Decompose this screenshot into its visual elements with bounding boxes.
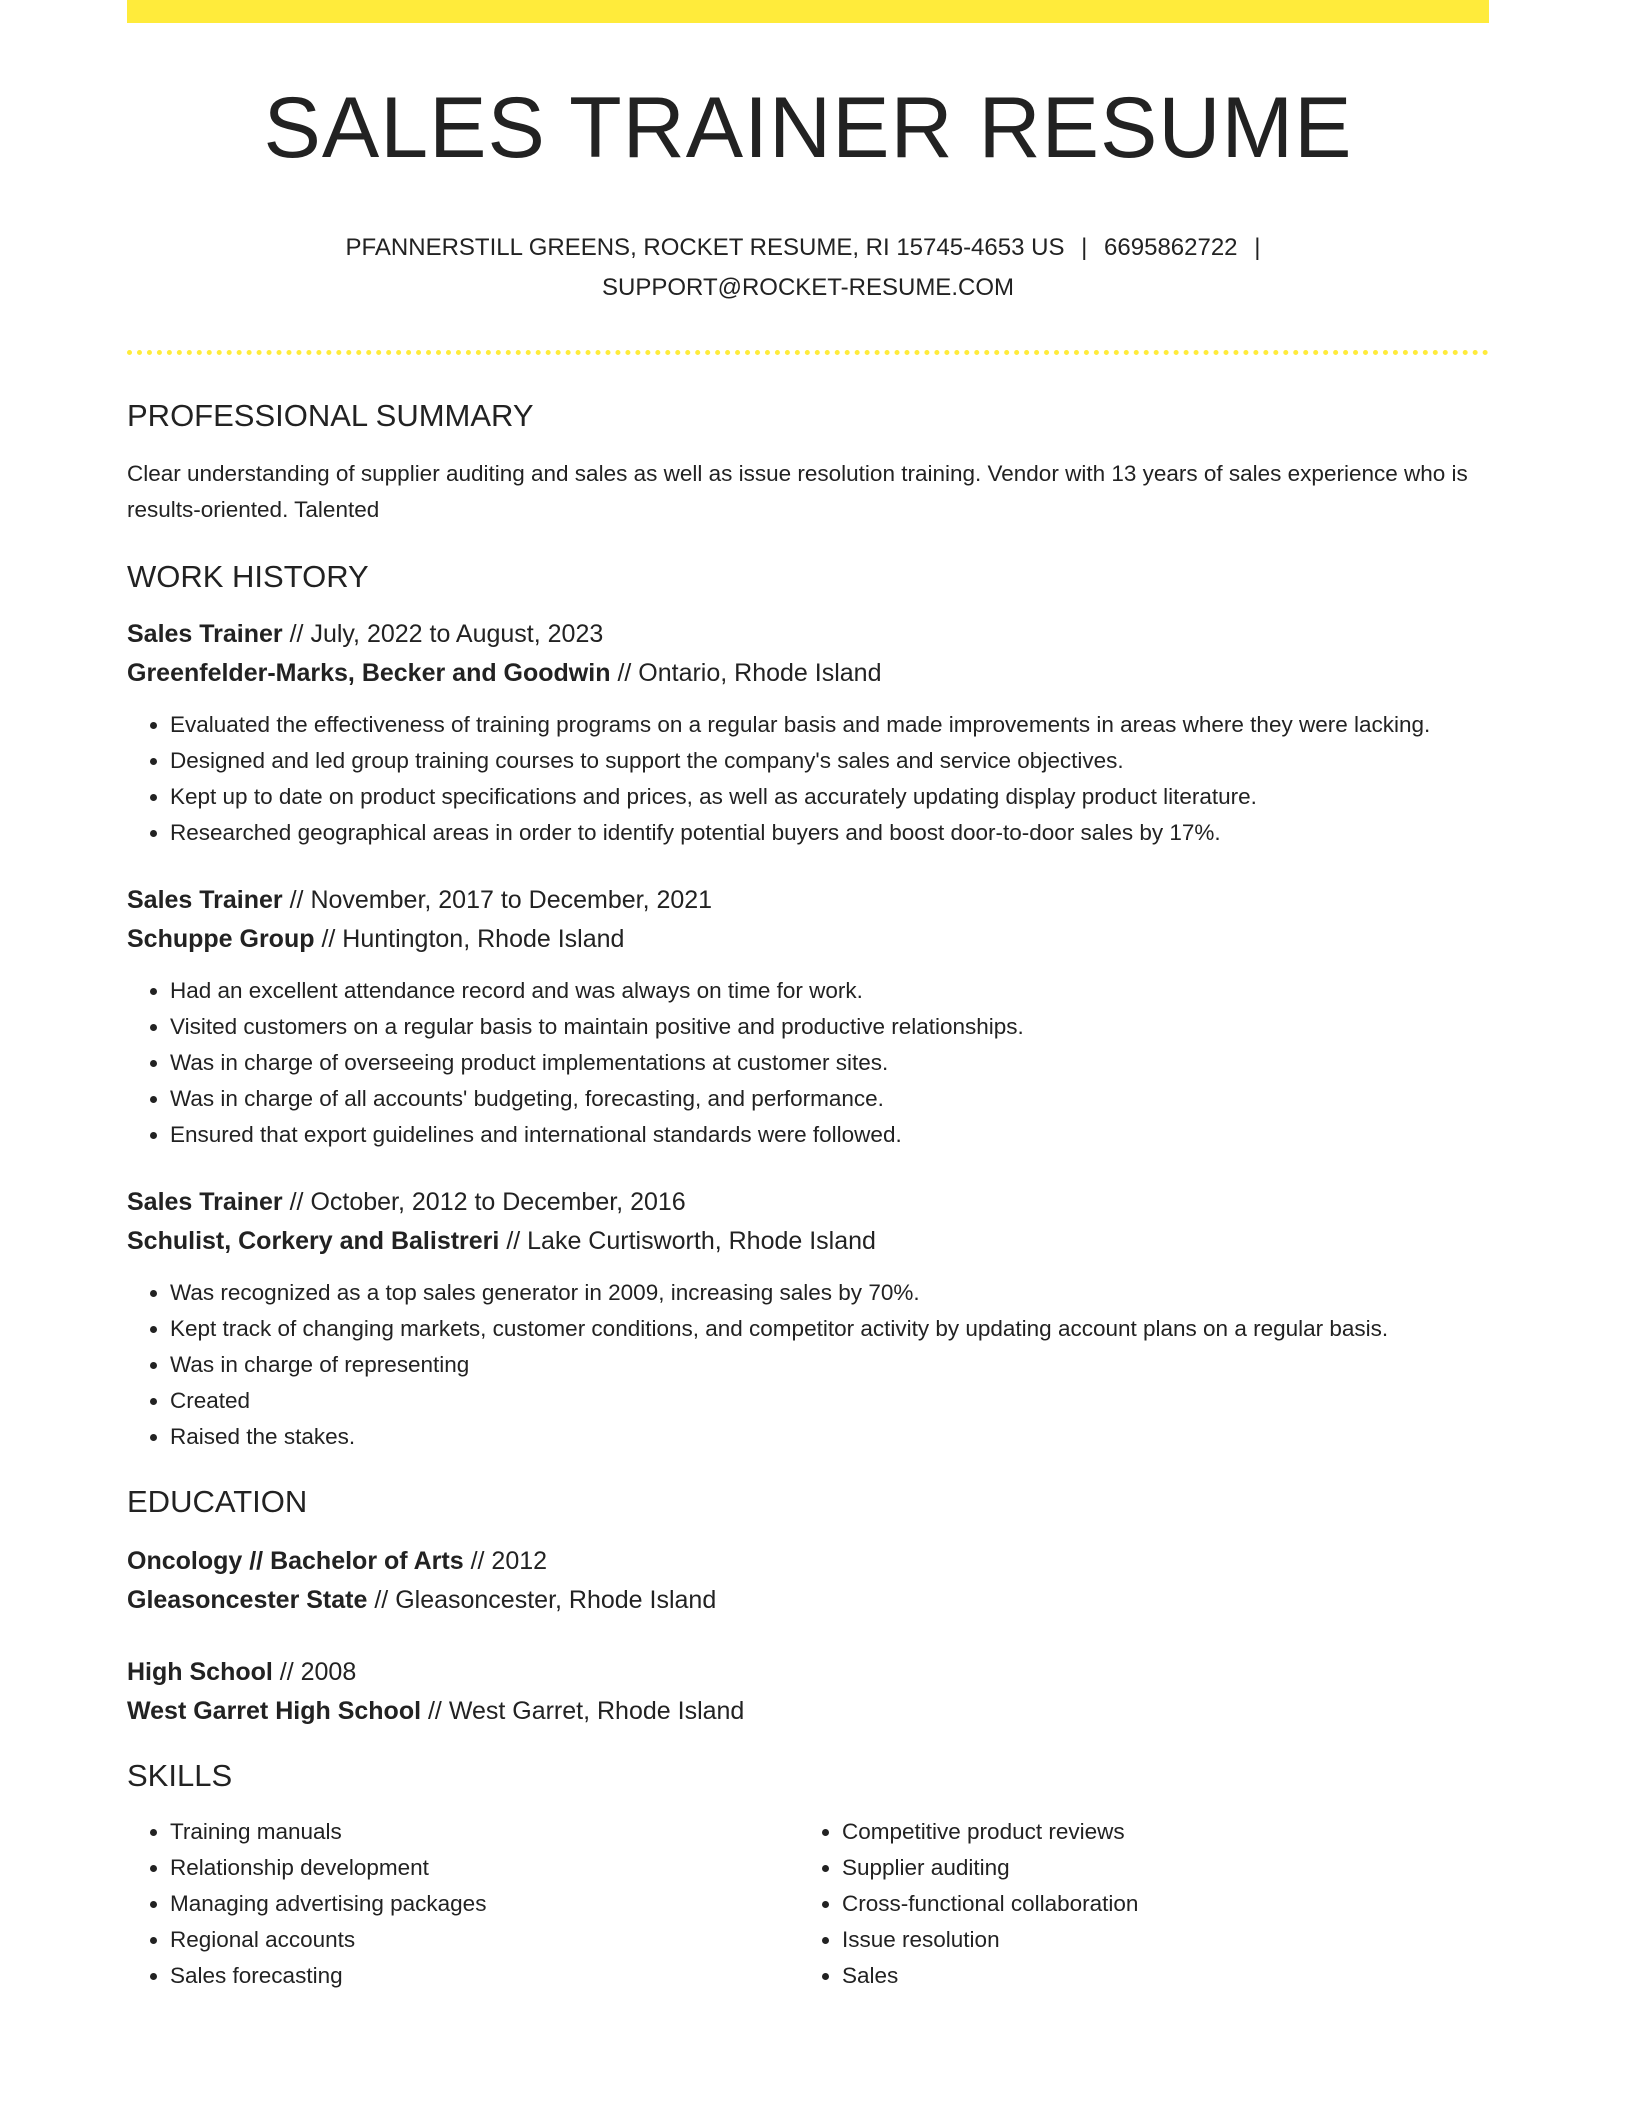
job-bullet: • Was in charge of all accounts' budgeting, forecasting, and performance.: [170, 1081, 1489, 1117]
job-title: Sales Trainer: [127, 1187, 283, 1216]
job-title: Sales Trainer: [127, 885, 283, 914]
job-title-line: [127, 881, 1489, 920]
education-degree-line: [127, 1653, 1489, 1692]
education-school: Gleasoncester State: [127, 1586, 368, 1615]
job-bullet: • Researched geographical areas in order to identify potential buyers and boost door-to-door sales by 17%.: [170, 815, 1489, 851]
contact-phone: 6695862722: [1104, 233, 1238, 261]
job-bullet: • Created: [170, 1383, 1489, 1419]
work-history-heading: WORK HISTORY: [127, 558, 369, 594]
skill-item: • Sales: [842, 1958, 1471, 1994]
skill-item: • Managing advertising packages: [170, 1886, 799, 1922]
skill-item: • Issue resolution: [842, 1922, 1471, 1958]
job-title: Sales Trainer: [127, 619, 283, 648]
job-company: Schuppe Group: [127, 924, 315, 953]
education-school: West Garret High School: [127, 1697, 422, 1726]
job-title-line: [127, 615, 1489, 654]
job-company-line: [127, 1222, 1489, 1261]
job-bullets: [127, 707, 1489, 851]
section-divider: [127, 350, 1489, 355]
job-bullet: • Visited customers on a regular basis to maintain positive and productive relationships.: [170, 1009, 1489, 1045]
education-entry: [127, 1542, 1489, 1620]
job-entry: [127, 881, 1489, 1153]
education-degree: High School: [127, 1658, 273, 1687]
job-location: // Huntington, Rhode Island: [321, 924, 625, 953]
education-school-line: [127, 1692, 1489, 1731]
job-dates: // July, 2022 to August, 2023: [289, 619, 604, 648]
contact-separator: |: [1081, 233, 1088, 261]
education-location: // Gleasoncester, Rhode Island: [374, 1586, 717, 1615]
job-bullet: • Evaluated the effectiveness of training programs on a regular basis and made improvements in areas where they were lacking.: [170, 707, 1489, 743]
job-bullet: • Kept up to date on product specifications and prices, as well as accurately updating display product literature.: [170, 779, 1489, 815]
job-bullet: • Designed and led group training courses to support the company's sales and service objectives.: [170, 743, 1489, 779]
summary-heading: PROFESSIONAL SUMMARY: [127, 397, 534, 433]
skills-column-right: [799, 1814, 1471, 1994]
job-bullet: • Was in charge of representing: [170, 1347, 1489, 1383]
job-location: // Ontario, Rhode Island: [617, 658, 882, 687]
skills-heading: SKILLS: [127, 1758, 233, 1794]
job-company: Greenfelder-Marks, Becker and Goodwin: [127, 658, 611, 687]
job-bullet: • Was in charge of overseeing product implementations at customer sites.: [170, 1045, 1489, 1081]
job-bullet: • Had an excellent attendance record and was always on time for work.: [170, 973, 1489, 1009]
education-heading: EDUCATION: [127, 1483, 308, 1519]
skill-item: • Sales forecasting: [170, 1958, 799, 1994]
summary-text: Clear understanding of supplier auditing and sales as well as issue resolution training. Vendor with 13 years of sales experience who is results-oriented. Talented: [127, 460, 1468, 522]
education-year: // 2012: [470, 1547, 548, 1576]
resume-title: SALES TRAINER RESUME: [263, 80, 1353, 176]
skill-item: • Relationship development: [170, 1850, 799, 1886]
job-dates: // October, 2012 to December, 2016: [289, 1187, 686, 1216]
contact-email: SUPPORT@ROCKET-RESUME.COM: [602, 273, 1014, 301]
job-bullets: [127, 1275, 1489, 1455]
job-dates: // November, 2017 to December, 2021: [289, 885, 713, 914]
job-entry: [127, 615, 1489, 851]
job-company-line: [127, 654, 1489, 693]
contact-separator: |: [1254, 233, 1261, 261]
job-bullet: • Raised the stakes.: [170, 1419, 1489, 1455]
job-company: Schulist, Corkery and Balistreri: [127, 1226, 500, 1255]
accent-bar: [127, 0, 1489, 23]
contact-info: [308, 228, 1308, 308]
education-location: // West Garret, Rhode Island: [427, 1697, 745, 1726]
job-entry: [127, 1183, 1489, 1455]
job-company-line: [127, 920, 1489, 959]
resume-page: [127, 0, 1489, 1994]
contact-address: PFANNERSTILL GREENS, ROCKET RESUME, RI 15745-4653 US: [345, 233, 1065, 261]
education-degree: Oncology // Bachelor of Arts: [127, 1547, 464, 1576]
education-school-line: [127, 1581, 1489, 1620]
job-bullet: • Was recognized as a top sales generator in 2009, increasing sales by 70%.: [170, 1275, 1489, 1311]
skills-column-left: [127, 1814, 799, 1994]
job-bullets: [127, 973, 1489, 1153]
job-bullet: • Ensured that export guidelines and international standards were followed.: [170, 1117, 1489, 1153]
skill-item: • Competitive product reviews: [842, 1814, 1471, 1850]
job-title-line: [127, 1183, 1489, 1222]
education-year: // 2008: [279, 1658, 357, 1687]
skill-item: • Cross-functional collaboration: [842, 1886, 1471, 1922]
skill-item: • Supplier auditing: [842, 1850, 1471, 1886]
skill-item: • Training manuals: [170, 1814, 799, 1850]
job-bullet: • Kept track of changing markets, customer conditions, and competitor activity by updating account plans on a regular basis.: [170, 1311, 1489, 1347]
education-entry: [127, 1653, 1489, 1731]
job-location: // Lake Curtisworth, Rhode Island: [506, 1226, 876, 1255]
education-degree-line: [127, 1542, 1489, 1581]
skills-list: [127, 1814, 1489, 1994]
skill-item: • Regional accounts: [170, 1922, 799, 1958]
